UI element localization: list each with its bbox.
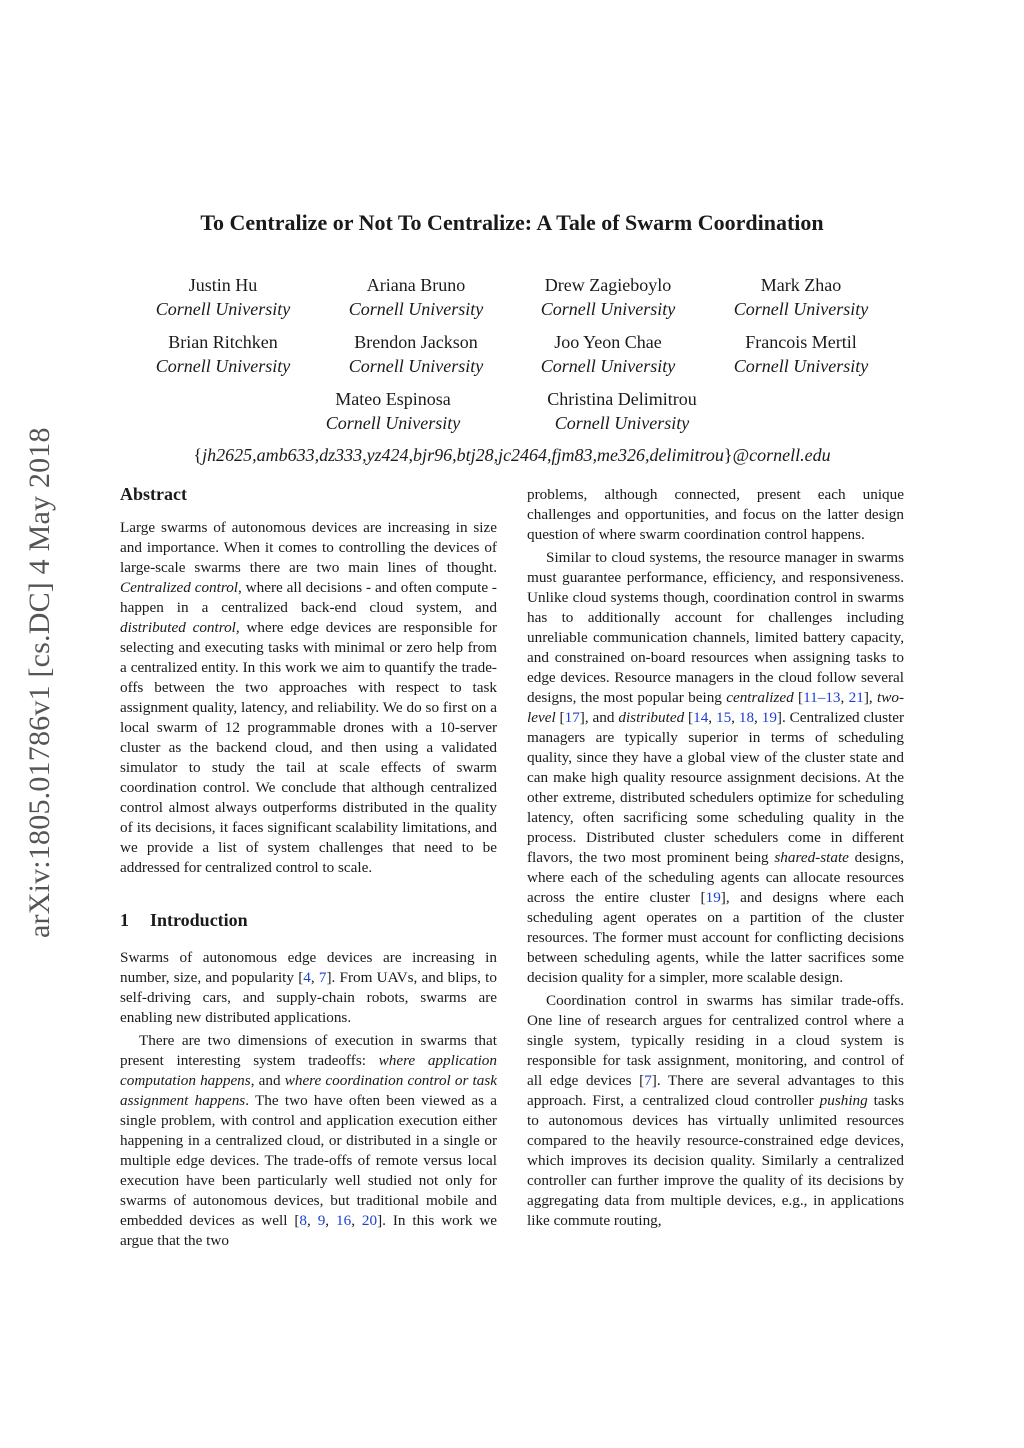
text-run: [ xyxy=(555,709,565,726)
text-run: designs, where each of the scheduling agents can allocate resources across the entire cluster [ xyxy=(527,849,905,906)
citation-link[interactable]: 11 xyxy=(803,689,818,706)
author-affiliation: Cornell University xyxy=(540,299,676,319)
text-run: , xyxy=(310,969,319,986)
citation-link[interactable]: 15 xyxy=(715,709,732,726)
citation-link[interactable]: 18 xyxy=(738,709,755,726)
text-run: , xyxy=(307,1212,318,1229)
author-block xyxy=(508,330,708,378)
body-paragraph xyxy=(527,991,904,1231)
text-run: , and xyxy=(250,1072,285,1089)
text-run: ], xyxy=(863,689,877,706)
emphasis: centralized xyxy=(726,689,794,706)
abstract-text xyxy=(120,518,497,878)
author-block xyxy=(701,330,901,378)
intro-paragraph xyxy=(120,1031,497,1251)
abstract-emphasis: Centralized control xyxy=(120,579,239,596)
author-name: Brian Ritchken xyxy=(168,332,278,352)
text-run: ]. In this work we argue that the two xyxy=(120,1212,498,1249)
citation-link[interactable]: 20 xyxy=(361,1212,378,1229)
author-block xyxy=(508,273,708,321)
paper-title: To Centralize or Not To Centralize: A Tale of Swarm Coordination xyxy=(200,210,824,235)
citation-link[interactable]: 8 xyxy=(299,1212,307,1229)
arxiv-identifier: arXiv:1805.01786v1 [cs.DC] 4 May 2018 xyxy=(23,427,56,938)
body-paragraph xyxy=(527,548,904,988)
citation-link[interactable]: 21 xyxy=(848,689,864,706)
section-heading-introduction xyxy=(120,908,497,932)
section-title: Introduction xyxy=(150,910,248,930)
text-run: tasks to autonomous devices has virtually unlimited resources compared to the heavily resource-constrained edge devices, which improves its decision quality. Similarly a centralized controller can further improve the quality of its decisions by aggregating data from multiple devices, e.g., in applications like commute routing, xyxy=(527,1092,905,1229)
citation-dash: – xyxy=(817,689,826,706)
author-affiliation: Cornell University xyxy=(348,356,484,376)
text-run: , xyxy=(325,1212,336,1229)
citation-link[interactable]: 17 xyxy=(564,709,580,726)
emphasis: where application computation happens xyxy=(120,1052,497,1089)
text-run: , xyxy=(708,709,716,726)
citation-link[interactable]: 13 xyxy=(825,689,841,706)
author-block xyxy=(123,273,323,321)
emphasis: distributed xyxy=(618,709,685,726)
author-name: Joo Yeon Chae xyxy=(554,332,662,352)
author-name: Christina Delimitrou xyxy=(547,389,697,409)
abstract-text-run: , where all decisions - and often compute - happen in a centralized back-end cloud system, and xyxy=(120,579,497,616)
email-usernames: jh2625,amb633,dz333,yz424,bjr96,btj28,jc2464,fjm83,me326,delimitrou xyxy=(202,445,724,465)
emphasis: shared-state xyxy=(774,849,849,866)
author-block xyxy=(316,330,516,378)
author-name: Justin Hu xyxy=(188,275,258,295)
citation-link[interactable]: 19 xyxy=(761,709,777,726)
left-column xyxy=(120,482,497,1251)
author-affiliation: Cornell University xyxy=(348,299,484,319)
text-run: ]. Centralized cluster managers are typically superior in terms of scheduling quality, since they have a global view of the cluster state and can make high quality resource assignment decisions. At the other extreme, distributed schedulers optimize for scheduling latency, often sacrificing some scheduling quality in the process. Distributed cluster schedulers come in different flavors, the two most prominent being xyxy=(527,709,905,866)
text-run: Similar to cloud systems, the resource manager in swarms must guarantee performance, efficiency, and responsiveness. Unlike cloud systems though, coordination control in swarms has to additionally account for challenges including unreliable communication channels, limited battery capacity, and constrained on-board resources when assigning tasks to edge devices. Resource managers in the cloud follow several designs, the most popular being xyxy=(527,549,904,706)
author-affiliation: Cornell University xyxy=(554,413,690,433)
author-block xyxy=(522,387,722,435)
text-run: . The two have often been viewed as a single problem, with control and application execution either happening in a centralized cloud, or distributed in a single or multiple edge devices. The trade-offs of remote versus local execution have been particularly well studied not only for swarms of autonomous devices, but traditional mobile and embedded devices as well [ xyxy=(120,1092,497,1229)
emphasis: where coordination control or task assignment happens xyxy=(120,1072,498,1109)
section-number: 1 xyxy=(120,910,129,930)
right-column xyxy=(527,485,904,1231)
text-run: ]. There are several advantages to this approach. First, a centralized cloud controller xyxy=(527,1072,904,1109)
abstract-text-run: Large swarms of autonomous devices are increasing in size and importance. When it comes to controlling the devices of large-scale swarms there are two main lines of thought. xyxy=(120,519,497,576)
text-run: Coordination control in swarms has similar trade-offs. One line of research argues for centralized control where a single system, typically residing in a cloud system is responsible for task assignment, monitoring, and control of all edge devices [ xyxy=(527,992,904,1089)
abstract-emphasis: distributed control xyxy=(120,619,236,636)
text-run: ], and designs where each scheduling agent operates on a partition of the cluster resources. The former must account for conflicting decisions between scheduling agents, while the latter sacrifices some decision quality for a simpler, more scalable design. xyxy=(527,889,905,986)
emphasis: two-level xyxy=(527,689,905,726)
body-paragraph: problems, although connected, present each unique challenges and opportunities, and focus on the latter design question of where swarm coordination control happens. xyxy=(527,486,904,543)
author-affiliation: Cornell University xyxy=(733,299,869,319)
citation-link[interactable]: 19 xyxy=(705,889,721,906)
text-run: , xyxy=(731,709,739,726)
author-name: Francois Mertil xyxy=(745,332,857,352)
text-run: , xyxy=(754,709,762,726)
citation-link[interactable]: 14 xyxy=(693,709,709,726)
email-domain: @cornell.edu xyxy=(732,445,831,465)
citation-link[interactable]: 9 xyxy=(317,1212,326,1229)
text-run: Swarms of autonomous edge devices are increasing in number, size, and popularity [ xyxy=(120,949,497,986)
abstract-heading: Abstract xyxy=(120,484,187,504)
author-affiliation: Cornell University xyxy=(733,356,869,376)
author-block xyxy=(123,330,323,378)
text-run: [ xyxy=(793,689,804,706)
author-block xyxy=(293,387,493,435)
citation-link[interactable]: 16 xyxy=(336,1212,352,1229)
intro-paragraph xyxy=(120,948,497,1028)
author-block xyxy=(701,273,901,321)
text-run: , xyxy=(840,689,849,706)
author-affiliation: Cornell University xyxy=(325,413,461,433)
emphasis: pushing xyxy=(819,1092,868,1109)
email-close-brace: } xyxy=(723,445,733,465)
text-run: There are two dimensions of execution in swarms that present interesting system tradeoffs: xyxy=(120,1032,497,1069)
author-name: Brendon Jackson xyxy=(354,332,478,352)
author-name: Mateo Espinosa xyxy=(335,389,451,409)
email-open-brace: { xyxy=(193,445,203,465)
text-run: [ xyxy=(684,709,694,726)
author-affiliation: Cornell University xyxy=(540,356,676,376)
author-name: Drew Zagieboylo xyxy=(544,275,672,295)
citation-link[interactable]: 4 xyxy=(303,969,311,986)
text-run: ], and xyxy=(579,709,619,726)
citation-link[interactable]: 7 xyxy=(318,969,327,986)
author-affiliation: Cornell University xyxy=(155,356,291,376)
text-run: , xyxy=(351,1212,362,1229)
author-affiliation: Cornell University xyxy=(155,299,291,319)
citation-link[interactable]: 7 xyxy=(644,1072,652,1089)
abstract-text-run: , where edge devices are responsible for selecting and executing tasks with minimal or zero help from a centralized entity. In this work we aim to quantify the trade-offs between the two approaches with respect to task assignment quality, latency, and reliability. We do so first on a local swarm of 12 programmable drones with a 10-server cluster as the backend cloud, and then using a validated simulator to study the tail at scale effects of swarm coordination control. We conclude that although centralized control almost always outperforms distributed in the quality of its decisions, it faces significant scalability limitations, and we provide a list of system challenges that need to be addressed for centralized control to scale. xyxy=(120,619,498,876)
author-emails xyxy=(100,442,924,468)
author-name: Mark Zhao xyxy=(760,275,842,295)
author-block xyxy=(316,273,516,321)
text-run: ]. From UAVs, and blips, to self-driving cars, and supply-chain robots, swarms are enabling new distributed applications. xyxy=(120,969,498,1026)
author-name: Ariana Bruno xyxy=(366,275,466,295)
